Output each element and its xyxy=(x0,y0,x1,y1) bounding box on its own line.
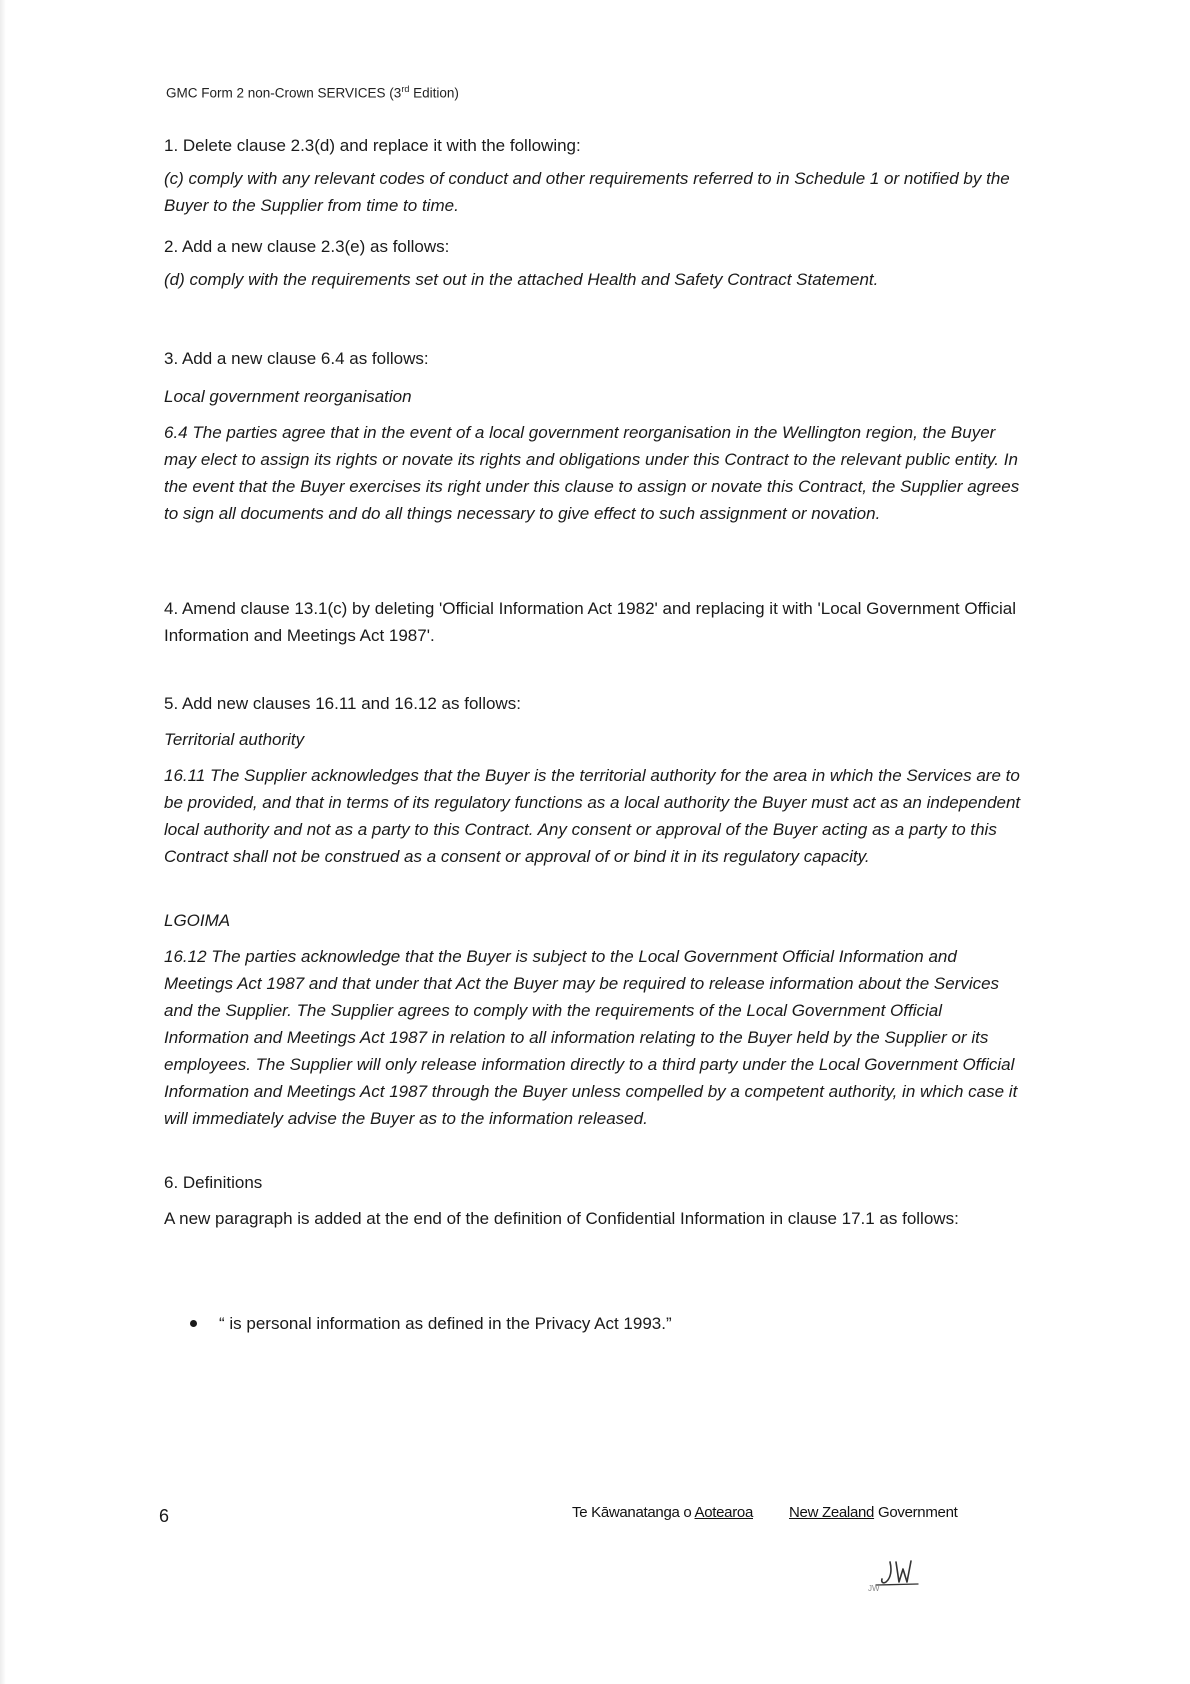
clause-1-text: (c) comply with any relevant codes of conduct and other requirements referred to in Schedule 1 or notified by the Buyer to the Supplier from time to time. xyxy=(164,169,1010,215)
brand-english-place: New Zealand xyxy=(789,1504,875,1521)
form-title: GMC Form 2 non-Crown SERVICES (3 xyxy=(166,85,402,101)
handwritten-initials-icon xyxy=(870,1552,920,1602)
brand-maori-place: Aotearoa xyxy=(694,1504,753,1521)
brand-maori-prefix: Te Kāwanatanga o xyxy=(572,1504,695,1521)
clause-6-text: A new paragraph is added at the end of the definition of Confidential Information in clause 17.1 as follows: xyxy=(164,1209,959,1228)
clause-5-text-16-12: 16.12 The parties acknowledge that the Buyer is subject to the Local Government Official Information and Meetings Act 1987 and that under that Act the Buyer may be required to release information about the Services and the Supplier. The Supplier agrees to comply with the requirements of the Local Government Official Information and Meetings Act 1987 in relation to all information relating to the Buyer held by the Supplier or its employees. The Supplier will only release information directly to a third party under the Local Government Official Information and Meetings Act 1987 through the Buyer unless compelled by a competent authority, in which case it will immediately advise the Buyer as to the information released. xyxy=(164,947,1018,1128)
clause-2-heading: 2. Add a new clause 2.3(e) as follows: xyxy=(164,237,450,256)
form-header xyxy=(166,84,459,101)
clause-3-heading: 3. Add a new clause 6.4 as follows: xyxy=(164,349,429,368)
clause-6-heading: 6. Definitions xyxy=(164,1173,263,1192)
clause-5-subheading-territorial: Territorial authority xyxy=(164,730,305,749)
form-title-end: Edition) xyxy=(409,85,459,101)
clause-5-subheading-lgoima: LGOIMA xyxy=(164,911,231,930)
scan-edge xyxy=(0,0,6,1684)
clause-5-text-16-11: 16.11 The Supplier acknowledges that the Buyer is the territorial authority for the area in which the Services are to be provided, and that in terms of its regulatory functions as a local authority the Buyer must act as an independent local authority and not as a party to this Contract. Any consent or approval of the Buyer acting as a party to this Contract shall not be construed as a consent or approval of or bind it in its regulatory capacity. xyxy=(164,766,1021,866)
clause-3-text: 6.4 The parties agree that in the event of a local government reorganisation in the Wellington region, the Buyer may elect to assign its rights or novate its rights and obligations under this Contract to the relevant public entity. In the event that the Buyer exercises its right under this clause to assign or novate this Contract, the Supplier agrees to sign all documents and do all things necessary to give effect to such assignment or novation. xyxy=(164,423,1020,523)
definition-bullet-text: “ is personal information as defined in the Privacy Act 1993.” xyxy=(219,1314,672,1333)
page-number: 6 xyxy=(159,1506,170,1526)
edition-superscript: rd xyxy=(401,84,410,94)
clause-5-heading: 5. Add new clauses 16.11 and 16.12 as follows: xyxy=(164,694,521,713)
clause-2-text: (d) comply with the requirements set out in the attached Health and Safety Contract Statement. xyxy=(164,270,879,289)
clause-1-heading: 1. Delete clause 2.3(d) and replace it with the following: xyxy=(164,136,581,155)
definition-bullet-item xyxy=(190,1310,672,1337)
clause-3-subheading: Local government reorganisation xyxy=(164,387,412,406)
government-brand xyxy=(572,1504,958,1521)
brand-english-suffix: Government xyxy=(874,1504,958,1521)
initials-caption: JW xyxy=(868,1584,880,1593)
bullet-dot-icon xyxy=(190,1320,197,1327)
clause-4-text: 4. Amend clause 13.1(c) by deleting 'Official Information Act 1982' and replacing it with 'Local Government Official Information and Meetings Act 1987'. xyxy=(164,599,1017,645)
